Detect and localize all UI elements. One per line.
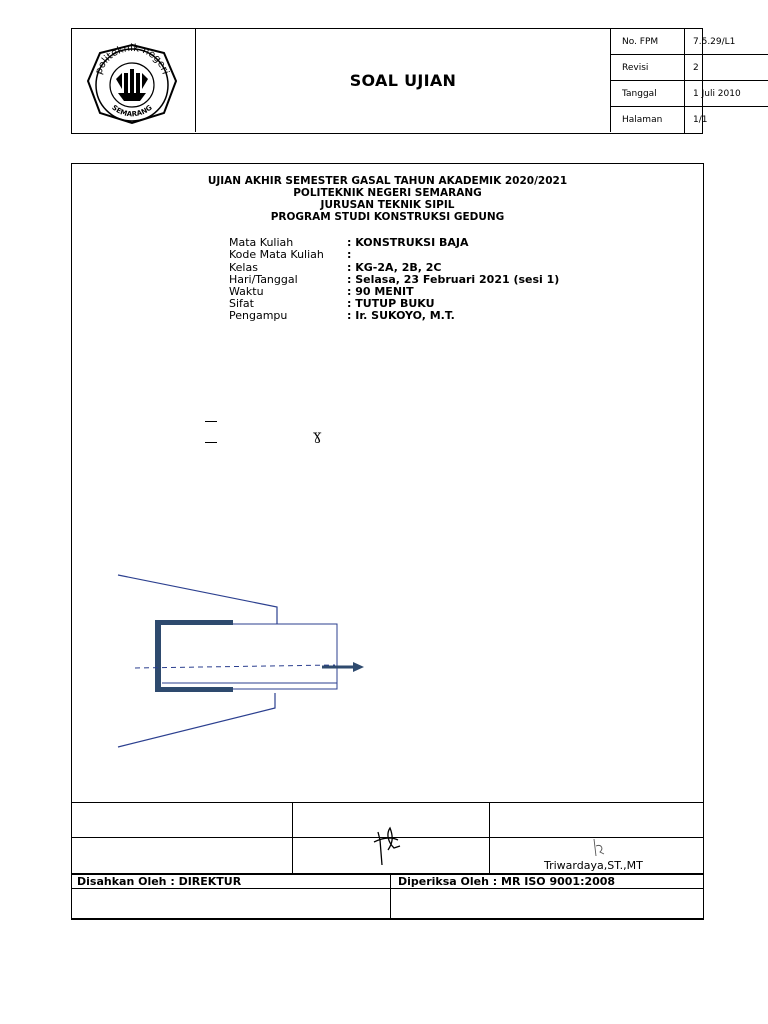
info-value-waktu: : 90 MENIT: [347, 285, 414, 298]
meta-label-revisi: Revisi: [611, 55, 701, 81]
logo-text-bottom: SEMARANG: [110, 103, 154, 119]
gamma-symbol: ɣ: [313, 428, 322, 444]
info-label-mata-kuliah: Mata Kuliah: [229, 236, 294, 249]
meta-label-halaman: Halaman: [622, 115, 663, 125]
info-label-kelas: Kelas: [229, 261, 258, 274]
member-plate: [157, 624, 337, 689]
meta-value-tanggal: 1 Juli 2010: [684, 81, 768, 107]
document-header: [71, 28, 741, 134]
exam-heading-1: UJIAN AKHIR SEMESTER GASAL TAHUN AKADEMIK 2020/2021: [207, 175, 568, 187]
sig-col-line-2: [489, 802, 490, 873]
dash-mark-1: [205, 421, 217, 422]
steel-connection-drawing: [110, 565, 380, 755]
exam-heading-4: PROGRAM STUDI KONSTRUKSI GEDUNG: [270, 211, 505, 223]
footer-row-line: [71, 888, 704, 889]
info-value-mata-kuliah: : KONSTRUKSI BAJA: [347, 236, 469, 249]
title-cell: [196, 29, 611, 132]
meta-label-no-fpm: No. FPM: [611, 29, 701, 55]
channel-flange-bottom: [155, 687, 233, 692]
footer-label-diperiksa: Diperiksa Oleh : MR ISO 9001:2008: [398, 875, 616, 888]
footer-col-line: [390, 873, 391, 920]
meta-value-halaman: 1/1: [684, 107, 768, 133]
exam-heading-2: POLITEKNIK NEGERI SEMARANG: [293, 187, 482, 199]
gusset-top-line: [118, 575, 277, 624]
sig-row-line-1: [71, 802, 704, 803]
gusset-bottom-line: [118, 693, 275, 747]
meta-value-no-fpm: 7.5.29/L1: [684, 29, 768, 55]
signature-right: [588, 836, 610, 860]
meta-label-tanggal: Tanggal: [611, 81, 701, 107]
info-value-pengampu: : Ir. SUKOYO, M.T.: [347, 309, 455, 322]
sig-col-line-1: [292, 802, 293, 873]
info-label-hari-tanggal: Hari/Tanggal: [229, 273, 298, 286]
signature-middle: [370, 820, 410, 870]
signatory-name-right: Triwardaya,ST.,MT: [544, 859, 643, 872]
channel-flange-top: [155, 620, 233, 625]
footer-label-disahkan: Disahkan Oleh : DIREKTUR: [77, 875, 242, 888]
info-label-sifat: Sifat: [229, 297, 254, 310]
logo-text-top: politeknik negeri: [93, 42, 171, 76]
info-label-waktu: Waktu: [229, 285, 264, 298]
exam-heading-3: JURUSAN TEKNIK SIPIL: [320, 199, 455, 211]
polines-logo: [72, 29, 196, 132]
info-value-kode: :: [347, 248, 352, 261]
info-label-pengampu: Pengampu: [229, 309, 288, 322]
force-arrow-head: [353, 662, 364, 672]
dash-mark-2: [205, 442, 217, 443]
info-value-hari-tanggal: : Selasa, 23 Februari 2021 (sesi 1): [347, 273, 560, 286]
info-value-kelas: : KG-2A, 2B, 2C: [347, 261, 442, 274]
meta-value-revisi: 2: [684, 55, 768, 81]
info-value-sifat: : TUTUP BUKU: [347, 297, 435, 310]
page-title: SOAL UJIAN: [349, 71, 457, 90]
info-label-kode: Kode Mata Kuliah: [229, 248, 324, 261]
logo-cell: [72, 29, 196, 132]
channel-web: [155, 620, 161, 692]
